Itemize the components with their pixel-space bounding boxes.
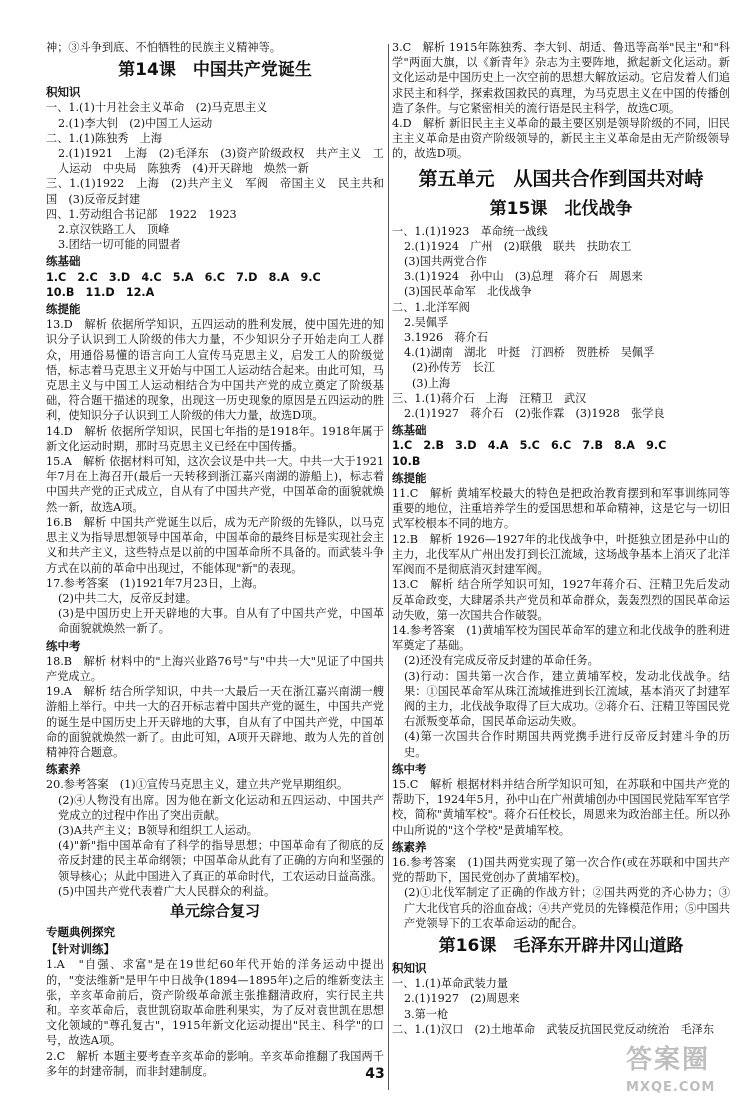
lesson-16-title: 第16课 毛泽东开辟井冈山道路 [438, 935, 684, 956]
answer-item: 17.参考答案 (1)1921年7月23日，上海。 [46, 576, 264, 590]
text-line: 三、1.(1)蒋介石 上海 汪精卫 武汉 [392, 391, 587, 405]
answer-item: (3)A共产主义；B领导和组织工人运动。 [58, 823, 258, 837]
text-line: 一、1.(1)1923 革命统一战线 [392, 224, 548, 238]
unit-review-title: 单元综合复习 [169, 901, 260, 920]
section-heading: 练基础 [392, 423, 427, 438]
section-heading: 【针对训练】 [46, 942, 115, 957]
text-line: 2.京汉铁路工人 顶峰 [58, 223, 170, 237]
left-column [46, 40, 384, 1090]
text-line: 2.(1)1927 蒋介石 (2)张作霖 (3)1928 张学良 [404, 407, 665, 421]
text-line: 一、1.(1)革命武装力量 [392, 977, 509, 991]
watermark-logo [626, 1040, 744, 1106]
answer-line: 10.B [392, 454, 421, 468]
answer-item: 16.参考答案 (1)国共两党实现了第一次合作(或在苏联和中国共产党的帮助下，国民党创办了黄埔军校)。 [392, 855, 730, 885]
answer-item: 15.C 解析 根据材料并结合所学知识可知，在苏联和中国共产党的帮助下，1924年5月，孙中山在广州黄埔创办中国国民党陆军军官学校，简称"黄埔军校"。蒋介石任校长，周恩来为政治部主任。所以孙中山所说的"这个学校"是黄埔军校。 [392, 777, 730, 837]
section-heading: 专题典例探究 [46, 924, 115, 939]
text-line: 3.1926 蒋介石 [404, 331, 488, 345]
text-line: 2.(1)李大钊 (2)中国工人运动 [58, 116, 213, 130]
text-line: 3.团结一切可能的同盟者 [58, 238, 181, 252]
text-line: (3)上海 [412, 376, 451, 390]
text-line: 四、1.劳动组合书记部 1922 1923 [46, 207, 237, 221]
answer-item: 3.C 解析 1915年陈独秀、李大钊、胡适、鲁迅等高举"民主"和"科学"两面大旗，以《新青年》杂志为主要阵地，掀起新文化运动。新文化运动是中国历史上一次空前的思想大解放运动。它启发着人们追求民主和科学，探索救国救民的真理，为马克思主义在中国的传播创造了条件。与它紧密相关的流行语是民主科学，故选C项。 [392, 41, 730, 115]
section-heading: 练提能 [46, 302, 81, 317]
text-line: (2)孙传芳 长江 [412, 361, 495, 375]
text-line: 二、1.(1)陈独秀 上海 [46, 131, 163, 145]
answer-line: 10.B 11.D 12.A [46, 285, 155, 299]
answer-item: 19.A 解析 结合所学知识，中共一大最后一天在浙江嘉兴南湖一艘游船上举行。中共一大的召开标志着中国共产党的诞生，中国共产党的诞生是中国历史上开天辟地的大事，自从有了中国共产党，中国革命的面貌就焕然一新了。由此可知，A项开天辟地、敢为人先的首创精神符合题意。 [46, 685, 384, 759]
answer-item: (2)还没有完成反帝反封建的革命任务。 [404, 654, 599, 668]
answer-line: 1.C 2.C 3.D 4.C 5.A 6.C 7.D 8.A 9.C [46, 270, 321, 284]
section-heading: 练提能 [392, 470, 427, 485]
answer-item: (2)中共二大，反帝反封建。 [58, 591, 197, 605]
text-line: (3)国共两党合作 [404, 255, 487, 269]
section-heading: 积知识 [392, 960, 427, 975]
answer-item: (2)①北伐军制定了正确的作战方针；②国共两党的齐心协力；③广大北伐官兵的浴血奋战；④共产党员的先锋模范作用；⑤中国共产党领导下的工农革命运动的配合。 [404, 886, 730, 930]
text-line: (3)国民革命军 北伐战争 [404, 285, 532, 299]
section-heading: 练中考 [392, 761, 427, 776]
answer-item: (3)行动：国共第一次合作，建立黄埔军校，发动北伐战争。结果：①国民革命军从珠江流域推进到长江流域，基本消灭了封建军阀的主力，北伐战争取得了巨大成功。②蒋介石、汪精卫等国民党右派叛变革命，国民革命运动失败。 [404, 669, 730, 729]
answer-item: 2.C 解析 本题主要考查辛亥革命的影响。辛亥革命推翻了我国两千多年的封建帝制，而非封建制度。 [46, 1049, 384, 1078]
section-heading: 积知识 [46, 85, 81, 100]
right-column [392, 40, 730, 1090]
text-line: 3.(1)1924 孙中山 (3)总理 蒋介石 周恩来 [404, 270, 643, 284]
answer-item: 18.B 解析 材料中的"上海兴业路76号"与"中共一大"见证了中国共产党成立。 [46, 654, 384, 683]
column-divider [388, 44, 389, 1090]
text-line: 3.第一枪 [404, 1007, 449, 1021]
text-line: 2.(1)1921 上海 (2)毛泽东 (3)资产阶级政权 共产主义 工人运动 中央局 陈独秀 (4)开天辟地 焕然一新 [58, 147, 384, 176]
watermark-site: MXQE.COM [626, 1080, 716, 1095]
answer-item: 14.参考答案 (1)黄埔军校为国民革命军的建立和北伐战争的胜利进军奠定了基础。 [392, 623, 730, 653]
answer-item: (2)④人物没有出席。因为他在新文化运动和五四运动、中国共产党成立的过程中作出了突出贡献。 [58, 793, 384, 822]
answer-item: (5)中国共产党代表着广大人民群众的利益。 [58, 884, 276, 898]
page-number: 43 [365, 1066, 385, 1082]
text-line: 二、1.北洋军阀 [392, 300, 470, 314]
lesson-14-title: 第14课 中国共产党诞生 [118, 60, 312, 81]
text-line: 二、1.(1)汉口 (2)土地革命 武装反抗国民党反动统治 毛泽东 [392, 1022, 715, 1036]
text-line: 神；③斗争到底、不怕牺牲的民族主义精神等。 [46, 41, 281, 54]
text-line: 2.吴佩孚 [404, 315, 449, 329]
text-line: 4.(1)湖南 湖北 叶挺 汀泗桥 贺胜桥 吴佩孚 [404, 346, 655, 360]
section-heading: 练素养 [392, 839, 427, 854]
answer-item: 1.A "自强、求富"是在19世纪60年代开始的洋务运动中提出的，"变法维新"是甲午中日战争(1894—1895年)之后的维新变法主张，辛亥革命前后，资产阶级革命派主张推翻清政府，实行民主共和。辛亥革命后，袁世凯窃取革命胜利果实，为了反对袁世凯在思想文化领域的"尊孔复古"，1915年新文化运动提出"民主、科学"的口号，故选A项。 [46, 958, 384, 1048]
text-line: 一、1.(1)十月社会主义革命 (2)马克思主义 [46, 101, 268, 115]
text-line: 2.(1)1924 广州 (2)联俄 联共 扶助农工 [404, 239, 632, 253]
answer-item: (4)"新"指中国革命有了科学的指导思想；中国革命有了彻底的反帝反封建的民主革命纲领；中国革命从此有了正确的方向和坚强的领导核心；从此中国进入了真正的革命时代，工农运动日益高涨。 [58, 839, 384, 883]
text-line: 三、1.(1)1922 上海 (2)共产主义 军阀 帝国主义 民主共和国 (3)反帝反封建 [46, 177, 384, 206]
text-line: 2.(1)1927 (2)周恩来 [404, 992, 520, 1006]
answer-item: 13.C 解析 结合所学知识可知，1927年蒋介石、汪精卫先后发动反革命政变，大肆屠杀共产党员和革命群众，轰轰烈烈的国民革命运动失败，第一次国共合作破裂。 [392, 578, 730, 622]
answer-item: 11.C 解析 黄埔军校最大的特色是把政治教育摆到和军事训练同等重要的地位，注重培养学生的爱国思想和革命精神，这是它与一切旧式军校根本不同的地方。 [392, 487, 730, 531]
watermark-mark: 答案圈 [626, 1045, 711, 1075]
answer-item: (4)第一次国共合作时期国共两党携手进行反帝反封建斗争的历史。 [404, 730, 730, 759]
answer-item: (3)是中国历史上开天辟地的大事。自从有了中国共产党，中国革命面貌就焕然一新了。 [58, 607, 384, 636]
answer-item: 4.D 解析 新旧民主主义革命的最主要区别是领导阶级的不同，旧民主主义革命是由资产阶级领导的，新民主主义革命是由无产阶级领导的，故选D项。 [392, 117, 730, 161]
unit-5-title: 第五单元 从国共合作到国共对峙 [418, 167, 704, 190]
answer-item: 16.B 解析 中国共产党诞生以后，成为无产阶级的先锋队，以马克思主义为指导思想领导中国革命，中国革命的最终目标是实现社会主义和共产主义，这些特点是以前的中国革命所不具备的。而武装斗争方式在以前的革命中出现过，不能体现"新"的表现。 [46, 515, 384, 575]
answer-item: 13.D 解析 依据所学知识，五四运动的胜利发展，使中国先进的知识分子认识到工人阶级的伟大力量，不少知识分子开始走向工人群众，用通俗易懂的语言向工人宣传马克思主义，启发工人的阶级觉悟，标志着马克思主义开始与中国工人运动结合起来。由此可知，马克思主义与中国工人运动相结合为中国共产党的成立奠定了阶级基础，符合题干描述的现象，出现这一历史现象的原因是五四运动的胜利，使知识分子认识到工人阶级的伟大力量，故选D项。 [46, 318, 384, 423]
answer-item: 14.D 解析 依据所学知识，民国七年指的是1918年。1918年属于新文化运动时期，那时马克思主义已经在中国传播。 [46, 424, 384, 453]
section-heading: 练基础 [46, 254, 81, 269]
section-heading: 练中考 [46, 638, 81, 653]
section-heading: 练素养 [46, 762, 81, 777]
answer-line: 1.C 2.B 3.D 4.A 5.C 6.C 7.B 8.A 9.C [392, 439, 667, 453]
answer-item: 15.A 解析 依据材料可知，这次会议是中共一大。中共一大于1921年7月在上海召开(最后一天转移到浙江嘉兴南湖的游船上)，标志着中国共产党的正式成立，自从有了中国共产党，中国革命的面貌就焕然一新，故选A项。 [46, 455, 384, 514]
answer-item: 12.B 解析 1926—1927年的北伐战争中，叶挺独立团是孙中山的主力，北伐军从广州出发打到长江流域，这场战争基本上消灭了北洋军阀而不是彻底消灭封建军阀。 [392, 532, 730, 577]
lesson-15-title: 第15课 北伐战争 [489, 198, 633, 219]
answer-item: 20.参考答案 (1)①宣传马克思主义，建立共产党早期组织。 [46, 778, 349, 792]
